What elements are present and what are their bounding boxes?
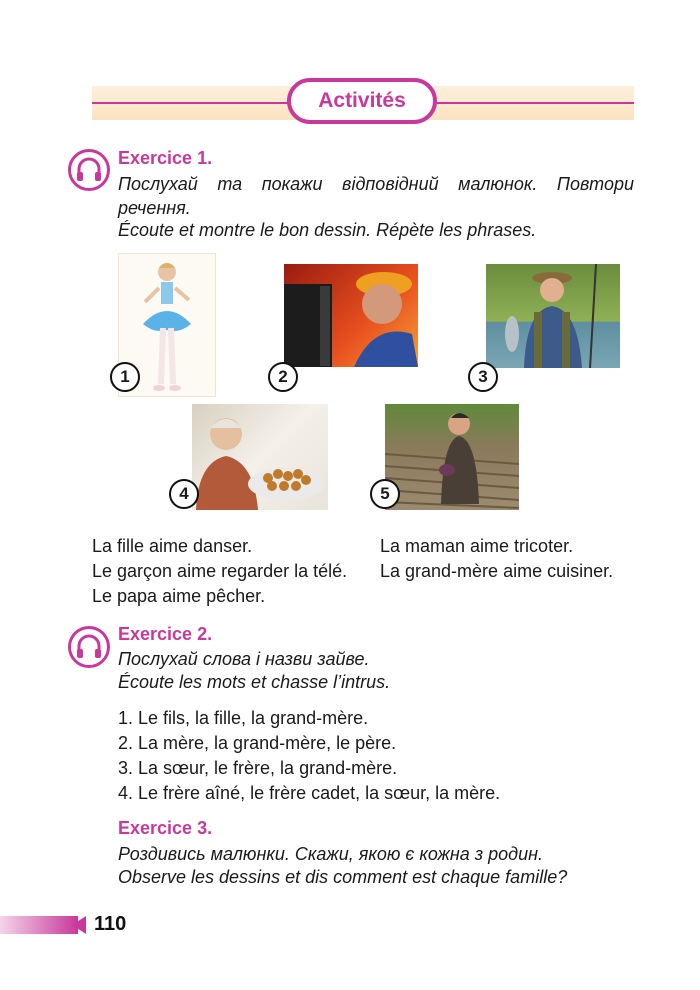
exercise1-instruction-fr: Écoute et montre le bon dessin. Répète les phrases. xyxy=(118,220,537,240)
sentence: La maman aime tricoter. xyxy=(380,536,574,556)
exercise1-title: Exercice 1. xyxy=(118,148,213,168)
exercise1-instruction-fr-wrap xyxy=(118,218,536,242)
photo-mother-knitting xyxy=(385,404,519,510)
photo-number-badge: 1 xyxy=(110,362,140,392)
exercise3-instruction-uk: Роздивись малюнки. Скажи, якою є кожна з родин. xyxy=(118,844,544,864)
headphones-icon xyxy=(68,149,110,191)
photo-number-badge: 3 xyxy=(468,362,498,392)
exercise2-instruction-fr: Écoute les mots et chasse l’intrus. xyxy=(118,672,391,692)
sentence: La fille aime danser. xyxy=(92,536,253,556)
exercise1-instruction-uk: Послухай та покажи відповідний малюнок. Повтори речення. xyxy=(118,174,634,218)
photo-father-fishing xyxy=(486,264,620,368)
page-number: 110 xyxy=(94,913,127,935)
photo-boy-tv xyxy=(284,264,418,367)
list-item: 3. La sœur, le frère, la grand-mère. xyxy=(118,758,398,778)
header-line-left xyxy=(92,102,292,104)
header-line-right xyxy=(432,102,634,104)
exercise2-instruction-uk: Послухай слова і назви зайве. xyxy=(118,649,370,669)
section-title-pill xyxy=(287,78,437,124)
sentence: Le papa aime pêcher. xyxy=(92,586,266,606)
sentence-list-right xyxy=(380,534,613,584)
sentence: La grand-mère aime cuisiner. xyxy=(380,561,614,581)
page-arrow-icon xyxy=(72,916,86,934)
exercise2-word-list xyxy=(118,706,500,806)
exercise3-instruction-fr: Observe les dessins et dis comment est chaque famille? xyxy=(118,867,568,887)
exercise2-title: Exercice 2. xyxy=(118,624,213,644)
list-item: 4. Le frère aîné, le frère cadet, la sœur, la mère. xyxy=(118,783,501,803)
sentence: Le garçon aime regarder la télé. xyxy=(92,561,348,581)
photo-number-badge: 2 xyxy=(268,362,298,392)
sentence-list-left xyxy=(92,534,347,609)
photo-number-badge: 4 xyxy=(169,479,199,509)
headphones-icon xyxy=(68,626,110,668)
photo-number-badge: 5 xyxy=(370,479,400,509)
exercise3-title: Exercice 3. xyxy=(118,818,213,838)
section-title: Activités xyxy=(318,89,406,112)
list-item: 1. Le fils, la fille, la grand-mère. xyxy=(118,708,369,728)
photo-grandmother-cooking xyxy=(192,404,328,510)
footer-bar xyxy=(0,916,78,934)
list-item: 2. La mère, la grand-mère, le père. xyxy=(118,733,397,753)
